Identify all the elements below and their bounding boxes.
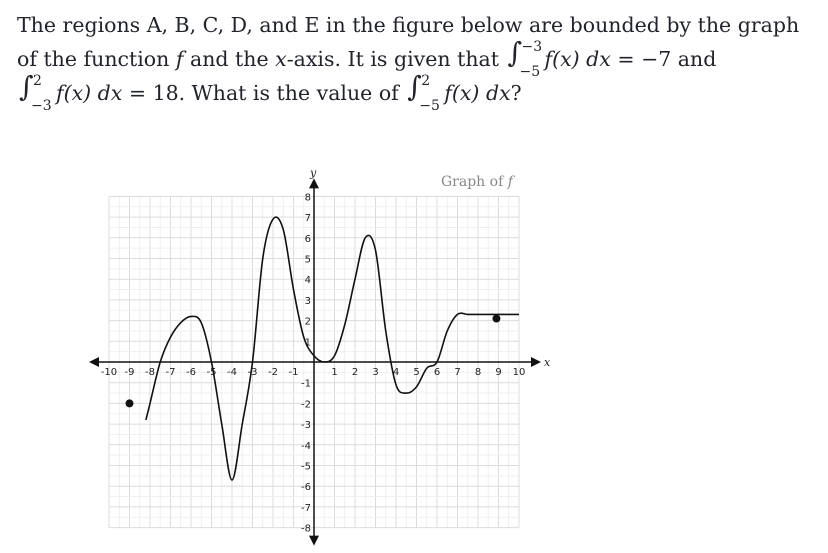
x-variable: x: [275, 47, 287, 71]
x-tick-label: 8: [474, 367, 482, 378]
integral-2-body: f(x) dx: [56, 81, 123, 105]
x-tick-label: 6: [433, 367, 441, 378]
x-tick-label: 1: [331, 367, 338, 378]
x-tick-label: -8: [145, 367, 155, 378]
y-tick-label: 7: [304, 213, 311, 225]
integral-1-lower: −5: [519, 64, 541, 80]
integral-1-result: = −7 and: [610, 47, 717, 71]
integral-3-sign: ∫ 2 −5: [407, 76, 443, 106]
x-tick-label: -4: [227, 367, 237, 378]
integral-2-lower: −3: [31, 98, 52, 114]
y-tick-label: 3: [304, 295, 311, 307]
x-tick-label: 2: [351, 367, 359, 378]
integral-2-sign: ∫ 2 −3: [19, 76, 55, 106]
x-tick-label: -2: [268, 367, 278, 378]
y-axis-arrow-down: [309, 536, 319, 546]
x-axis-label: x: [544, 356, 551, 369]
y-tick-label: -8: [301, 523, 311, 535]
x-tick-label: -7: [165, 367, 176, 378]
y-tick-label: -2: [301, 399, 311, 411]
x-tick-label: 10: [512, 367, 526, 378]
integral-3-upper: 2: [421, 73, 431, 89]
question-part1: The regions A, B, C, D, and E in the figure below are bounded by the graph of the function: [17, 13, 800, 71]
y-tick-label: -3: [301, 420, 311, 432]
y-tick-label: -4: [301, 440, 311, 452]
endpoint-dot: [492, 315, 500, 323]
y-tick-label: 1: [304, 337, 311, 349]
question-part2: and the: [183, 47, 276, 71]
integral-3-lower: −5: [419, 98, 440, 114]
graph-title-func: f: [507, 174, 513, 190]
x-tick-label: -3: [247, 367, 258, 378]
y-tick-label: 2: [304, 316, 311, 328]
integral-2-upper: 2: [33, 73, 42, 89]
y-tick-label: -6: [301, 482, 311, 494]
axes: [89, 178, 541, 545]
x-tick-label: -6: [186, 367, 196, 378]
function-f: f: [175, 47, 184, 71]
y-tick-label: 5: [304, 254, 311, 266]
y-tick-label: -5: [301, 461, 311, 473]
x-tick-label: -1: [288, 367, 299, 378]
endpoint-dot: [126, 399, 134, 407]
question-part3: -axis. It is given that: [286, 47, 506, 71]
x-tick-label: -10: [100, 367, 118, 378]
integral-1-sign: ∫ −3 −5: [508, 42, 544, 72]
y-tick-label: -7: [301, 502, 311, 514]
integral-1-upper: −3: [521, 39, 543, 55]
integral-1-body: f(x) dx: [544, 47, 611, 71]
integral-2-result: = 18. What is the value of: [122, 81, 406, 105]
y-axis-label: y: [310, 166, 317, 180]
tick-labels: [101, 192, 526, 534]
y-tick-label: 4: [304, 275, 311, 287]
x-tick-label: 4: [392, 367, 400, 378]
y-tick-label: -1: [301, 378, 311, 390]
function-curve: [146, 217, 519, 480]
x-axis-arrow-left: [89, 357, 99, 367]
y-axis-arrow-up: [309, 178, 319, 188]
x-axis-arrow-right: [531, 357, 541, 367]
x-tick-label: 5: [413, 367, 420, 378]
y-tick-label: 6: [304, 233, 311, 245]
graph-title-prefix: Graph of: [441, 174, 508, 190]
integral-3-body: f(x) dx: [444, 81, 511, 105]
x-tick-label: 3: [372, 367, 379, 378]
x-tick-label: -5: [206, 367, 217, 378]
question-mark: ?: [510, 81, 522, 105]
x-tick-label: 7: [454, 367, 461, 378]
x-tick-label: 9: [495, 367, 502, 378]
y-tick-label: 8: [304, 192, 311, 204]
x-tick-label: -9: [124, 367, 135, 378]
